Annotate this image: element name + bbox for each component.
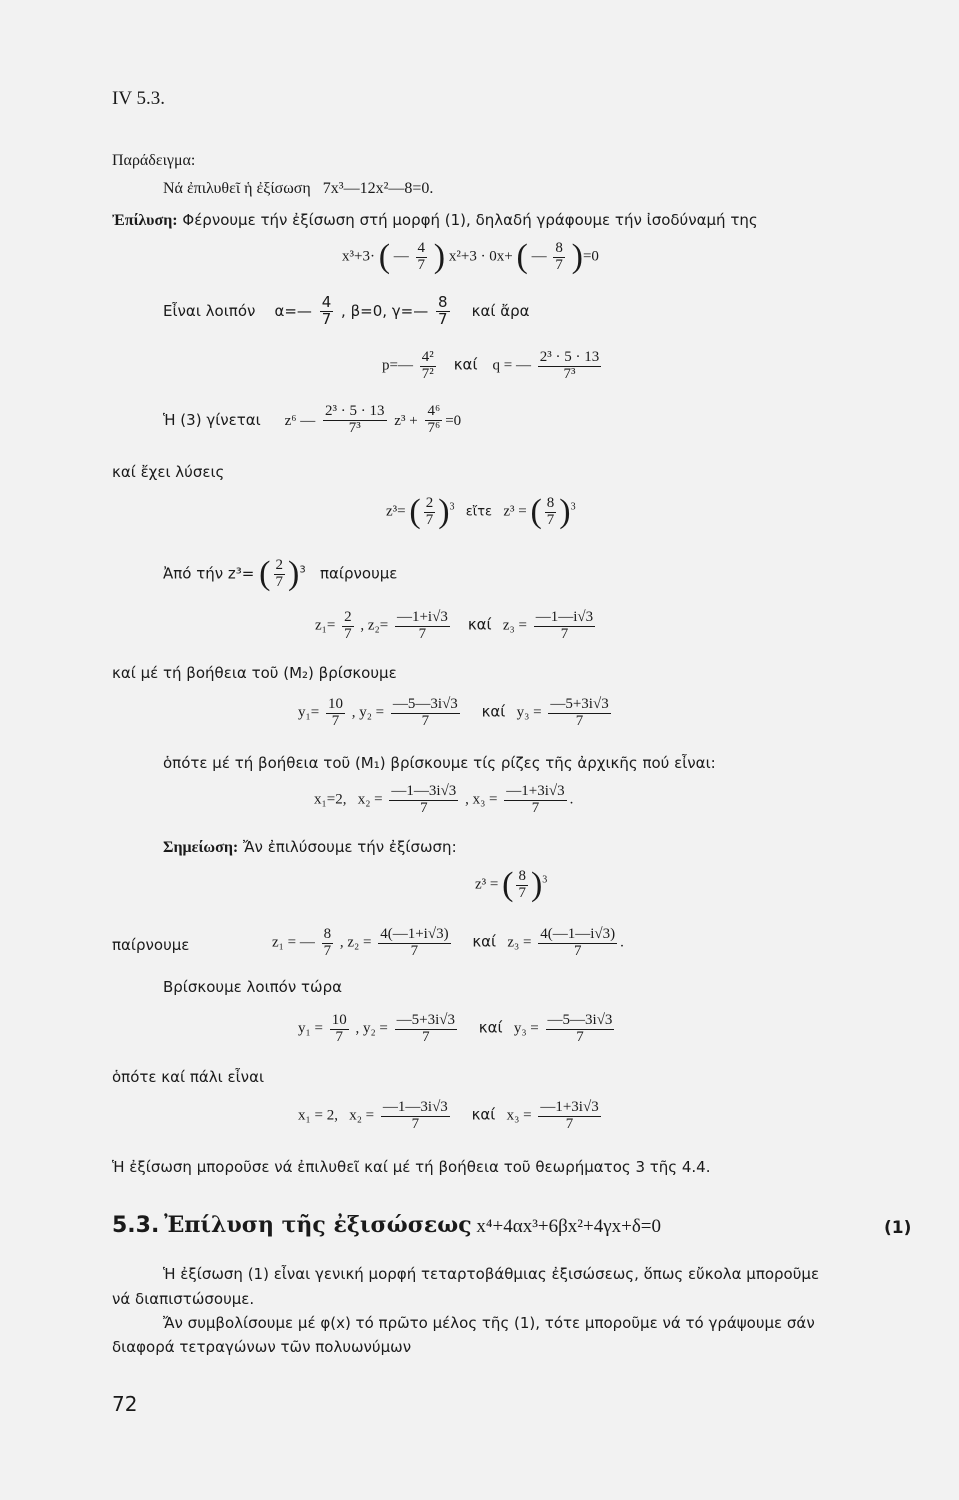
note-take: παίρνουμε [112,936,190,954]
fraction: $\frac{4(—1—i√3)}{7}$ [540,926,616,959]
fraction: $\frac{8}{7}$ [518,867,526,901]
solution-text: Φέρνουμε τήν ἐξίσωση στή μορφή (1), δηλαδή γράφουμε τήν ἰσοδύναμή της [182,211,758,229]
note-z-roots: z₁ = — $\frac{8}{7}$ , z₂ = $\frac{4(—1+i√3)}{7}$ καί z₃ = $\frac{4(—1—i√3)}{7}$ . [272,926,624,959]
section-equation-ref: (1) [884,1218,912,1238]
fraction: $\frac{\text{2³ · 5 · 13}}{\text{7³}}$ [539,349,600,382]
m1-text: ὁπότε μέ τή βοήθεια τοῦ (M₁) βρίσκουμε τίς ρίζες τῆς ἀρχικῆς πού εἶναι: [163,754,716,772]
note-equation: z³ = ( $\frac{8}{7}$ )$^3$ [475,866,548,903]
page-number: 72 [112,1392,138,1416]
m2-text: καί μέ τή βοήθεια τοῦ (M₂) βρίσκουμε [112,664,397,682]
from-line: Ἀπό τήν z³= ( $\frac{2}{7}$ )$^3$ παίρνουμε [163,555,398,592]
note-find: Βρίσκουμε λοιπόν τώρα [163,978,342,996]
solution-label: Ἐπίλυση: [112,212,178,229]
fraction: $\frac{—1—i√3}{7}$ [535,609,594,642]
p-q-line: p=— $\frac{\text{4²}}{\text{7²}}$ καί q = — $\frac{\text{2³ · 5 · 13}}{\text{7³}}$ [382,349,600,382]
fraction: $\frac{4}{7}$ [321,293,332,328]
fraction: $\frac{—1+3i√3}{7}$ [540,1099,599,1132]
note-closing: Ἡ ἐξίσωση μποροῦσε νά ἐπιλυθεῖ καί μέ τή βοήθεια τοῦ θεωρήματος 3 τῆς 4.4. [112,1158,711,1176]
section-number: 5.3. [112,1213,160,1238]
equation-3-line: Ἡ (3) γίνεται z⁶ — $\frac{\text{2³ · 5 · 13}}{\text{7³}}$ z³ + $\frac{\text{4⁶}}{\text{7⁶}}$ =0 [163,403,462,436]
note-x-roots: x₁ = 2, x₂ = $\frac{—1—3i√3}{7}$ καί x₃ = $\frac{—1+3i√3}{7}$ [298,1099,599,1132]
fraction: $\frac{2}{7}$ [425,494,434,528]
note-y-roots: y₁ = $\frac{10}{7}$ , y₂ = $\frac{—5+3i√3}{7}$ καί y₃ = $\frac{—5—3i√3}{7}$ [298,1012,613,1045]
fraction: $\frac{\text{4⁶}}{\text{7⁶}}$ [427,403,441,436]
fraction: $\frac{4}{7}$ [417,239,426,273]
fraction: $\frac{\text{2³ · 5 · 13}}{\text{7³}}$ [325,403,385,436]
note-line: Σημείωση: Ἄν ἐπιλύσουμε τήν ἐξίσωση: [163,838,457,856]
example-task [163,180,433,198]
section-para-2b: διαφορά τετραγώνων τῶν πολυωνύμων [112,1338,412,1356]
section-para-1b: νά διαπιστώσουμε. [112,1290,255,1308]
running-head: IV 5.3. [112,88,165,109]
fraction: $\frac{8}{7}$ [555,239,563,273]
section-heading [112,1212,661,1238]
example-title: Παράδειγμα: [112,152,196,169]
section-equation: x⁴+4αx³+6βx²+4γx+δ=0 [476,1216,661,1237]
fraction: $\frac{—5—3i√3}{7}$ [547,1012,613,1045]
equation-1: x³+3· ( — $\frac{4}{7}$ ) x²+3 · 0x+ ( — $\frac{8}{7}$ )=0 [342,238,599,275]
fraction: $\frac{10}{7}$ [327,696,343,729]
task-label: Νά ἐπιλυθεῖ ἡ ἐξίσωση [163,180,311,197]
section-para-1: Ἡ ἐξίσωση (1) εἶναι γενική μορφή τεταρτοβάθμιας ἐξισώσεως, ὅπως εὔκολα μποροῦμε [163,1265,820,1283]
fraction: $\frac{8}{7}$ [438,293,448,328]
y-roots: y₁= $\frac{10}{7}$ , y₂ = $\frac{—5—3i√3}{7}$ καί y₃ = $\frac{—5+3i√3}{7}$ [298,696,609,729]
fraction: $\frac{\text{4²}}{\text{7²}}$ [421,349,434,382]
fraction: $\frac{—1+3i√3}{7}$ [506,783,565,816]
fraction: $\frac{8}{7}$ [323,926,332,959]
fraction: $\frac{—1—3i√3}{7}$ [391,783,457,816]
x-roots: x₁=2, x₂ = $\frac{—1—3i√3}{7}$ , x₃ = $\frac{—1+3i√3}{7}$ . [314,783,574,816]
fraction: $\frac{10}{7}$ [331,1012,347,1045]
solution-line [112,211,758,230]
fraction: $\frac{—1+i√3}{7}$ [396,609,448,642]
fraction: $\frac{8}{7}$ [546,494,555,528]
cubic-solutions: z³= ( $\frac{2}{7}$ )$^3$ εἴτε z³ = ( $\frac{8}{7}$ )$^3$ [386,493,576,530]
task-equation: 7x³—12x²—8=0. [322,180,434,197]
section-title: Ἐπίλυση τῆς ἐξισώσεως [164,1212,472,1238]
fraction: $\frac{4(—1+i√3)}{7}$ [380,926,449,959]
note-again: ὁπότε καί πάλι εἶναι [112,1068,265,1086]
fraction: $\frac{2}{7}$ [275,556,283,590]
section-para-2: Ἄν συμβολίσουμε μέ φ(x) τό πρῶτο μέλος τῆς (1), τότε μποροῦμε νά τό γράψουμε σάν [163,1314,815,1332]
fraction: $\frac{—5—3i√3}{7}$ [392,696,458,729]
fraction: $\frac{2}{7}$ [344,609,352,642]
z-roots: z₁= $\frac{2}{7}$ , z₂= $\frac{—1+i√3}{7}$ καί z₃ = $\frac{—1—i√3}{7}$ [315,609,594,642]
solutions-lead: καί ἔχει λύσεις [112,463,225,481]
parameters-line: Εἶναι λοιπόν α=— $\frac{4}{7}$ , β=0, γ=— $\frac{8}{7}$ καί ἄρα [163,293,530,328]
note-label: Σημείωση: [163,839,239,856]
fraction: $\frac{—5+3i√3}{7}$ [550,696,609,729]
fraction: $\frac{—5+3i√3}{7}$ [396,1012,456,1045]
fraction: $\frac{—1—3i√3}{7}$ [382,1099,448,1132]
